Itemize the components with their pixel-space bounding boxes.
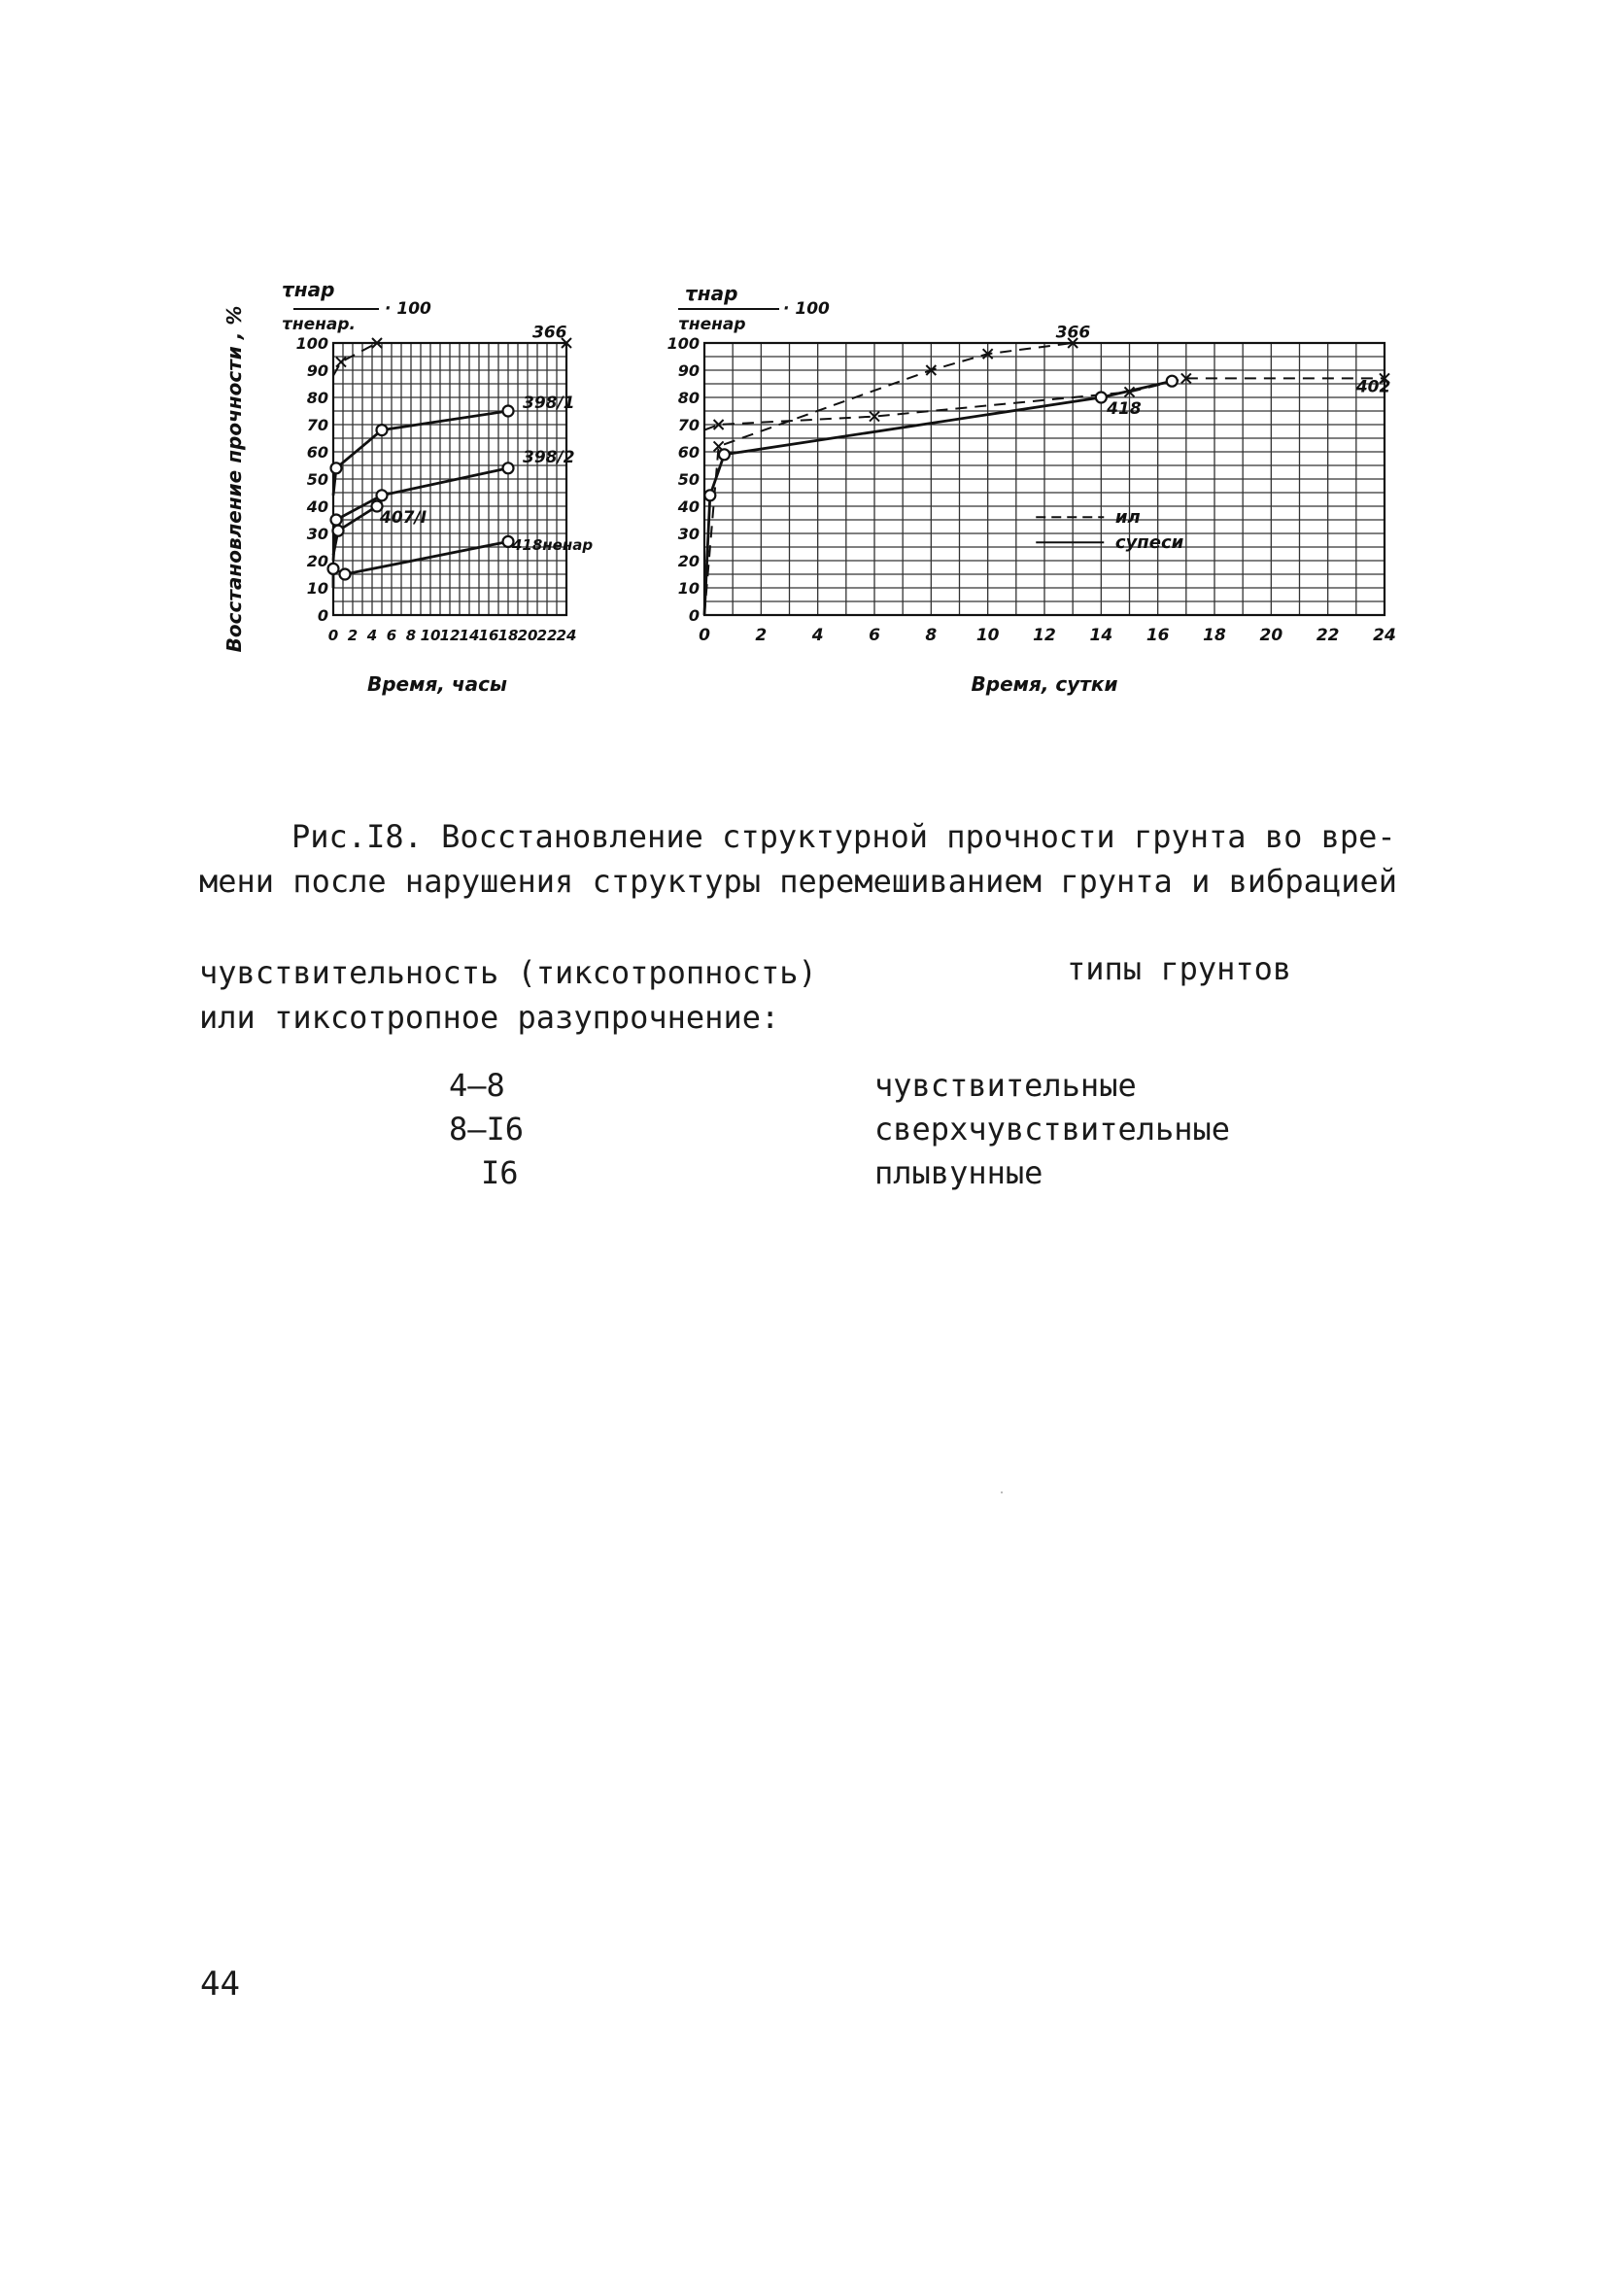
data-point bbox=[1167, 376, 1178, 387]
x-tick-label: 2 bbox=[755, 626, 768, 645]
right-chart-panel bbox=[667, 282, 1396, 696]
ratio-multiplier: · 100 bbox=[385, 299, 431, 319]
y-axis-title: Восстановление прочности , % bbox=[222, 305, 246, 653]
y-tick-label: 30 bbox=[306, 525, 328, 543]
y-tick-label: 20 bbox=[306, 552, 328, 570]
table-row-type: плывунные bbox=[874, 1154, 1043, 1191]
y-tick-label: 0 bbox=[317, 606, 328, 625]
data-point bbox=[503, 406, 514, 417]
data-point bbox=[1096, 393, 1107, 403]
ratio-multiplier: · 100 bbox=[783, 299, 830, 319]
x-tick-label: 14 bbox=[459, 627, 480, 644]
x-tick-label: 8 bbox=[925, 626, 938, 645]
x-tick-label: 22 bbox=[1316, 626, 1340, 645]
curve-label: 398/2 bbox=[523, 448, 575, 468]
curve-label: 366 bbox=[532, 323, 567, 343]
caption-line-1: Рис.I8. Восстановление структурной прочности грунта во вре- bbox=[291, 818, 1396, 855]
y-tick-label: 40 bbox=[306, 497, 328, 516]
series-line-418 bbox=[704, 381, 1172, 615]
x-tick-label: 6 bbox=[386, 627, 397, 644]
y-tick-label: 80 bbox=[306, 389, 328, 407]
ratio-numerator: τнар bbox=[685, 282, 738, 305]
y-tick-label: 50 bbox=[306, 470, 328, 489]
y-tick-label: 100 bbox=[295, 334, 328, 353]
x-tick-label: 20 bbox=[517, 627, 538, 644]
y-tick-label: 100 bbox=[667, 334, 700, 353]
curve-label: 398/1 bbox=[523, 394, 575, 414]
x-tick-label: 18 bbox=[497, 627, 519, 644]
data-point bbox=[331, 463, 342, 473]
data-point bbox=[333, 526, 344, 536]
curve-label: 407/I bbox=[380, 507, 427, 528]
y-tick-label: 60 bbox=[677, 443, 700, 462]
y-tick-label: 40 bbox=[677, 497, 700, 516]
x-tick-label: 4 bbox=[366, 627, 378, 644]
x-tick-label: 20 bbox=[1259, 626, 1283, 645]
curve-label: 366 bbox=[1055, 323, 1091, 343]
x-axis-title: Время, часы bbox=[366, 672, 508, 696]
data-point bbox=[336, 358, 346, 367]
table-row-value: 8–I6 bbox=[449, 1111, 525, 1148]
ratio-denominator: τненар bbox=[678, 315, 746, 334]
y-tick-label: 10 bbox=[677, 579, 700, 598]
x-tick-label: 8 bbox=[405, 627, 417, 644]
y-tick-label: 50 bbox=[677, 470, 700, 489]
x-tick-label: 16 bbox=[1145, 626, 1170, 645]
y-tick-label: 10 bbox=[306, 579, 328, 598]
figure-caption bbox=[199, 814, 1414, 904]
y-tick-label: 80 bbox=[677, 389, 700, 407]
data-point bbox=[377, 425, 388, 435]
y-tick-label: 70 bbox=[677, 416, 700, 434]
strength-recovery-figure bbox=[214, 267, 1419, 714]
curve-label: 418 bbox=[1107, 398, 1142, 419]
x-tick-label: 10 bbox=[420, 627, 441, 644]
y-tick-label: 30 bbox=[677, 525, 700, 543]
data-point bbox=[331, 515, 342, 526]
y-tick-label: 20 bbox=[677, 552, 700, 570]
data-point bbox=[328, 564, 339, 574]
x-tick-label: 10 bbox=[975, 626, 1000, 645]
y-tick-label: 90 bbox=[306, 361, 328, 380]
table-row-value: I6 bbox=[481, 1154, 519, 1191]
legend-label: супеси bbox=[1114, 532, 1184, 554]
y-tick-label: 60 bbox=[306, 443, 328, 462]
left-chart-panel bbox=[222, 278, 593, 696]
data-point bbox=[704, 490, 715, 500]
curve-label: 418ненар bbox=[512, 535, 594, 554]
x-tick-label: 4 bbox=[811, 626, 824, 645]
table-row-value: 4–8 bbox=[449, 1067, 505, 1104]
x-tick-label: 0 bbox=[699, 626, 710, 645]
x-tick-label: 14 bbox=[1089, 626, 1113, 645]
caption-line-2: мени после нарушения структуры перемешиванием грунта и вибрацией bbox=[199, 863, 1397, 900]
scan-speck bbox=[1001, 1491, 1003, 1493]
data-point bbox=[340, 569, 351, 580]
table-header-left-line-2: или тиксотропное разупрочнение: bbox=[199, 999, 780, 1036]
legend-label: ил bbox=[1114, 507, 1141, 529]
x-tick-label: 2 bbox=[347, 627, 359, 644]
curve-label: 402 bbox=[1355, 377, 1391, 397]
x-tick-label: 12 bbox=[1033, 626, 1056, 645]
ratio-denominator: τненар. bbox=[282, 315, 356, 334]
x-tick-label: 22 bbox=[536, 627, 558, 644]
x-tick-label: 24 bbox=[556, 627, 577, 644]
data-point bbox=[719, 449, 730, 460]
x-axis-title: Время, сутки bbox=[971, 672, 1118, 696]
y-tick-label: 70 bbox=[306, 416, 328, 434]
ratio-numerator: τнар bbox=[282, 278, 335, 301]
x-tick-label: 12 bbox=[439, 627, 461, 644]
x-tick-label: 24 bbox=[1373, 626, 1396, 645]
table-header-left bbox=[199, 950, 817, 1040]
y-tick-label: 90 bbox=[677, 361, 700, 380]
page-number: 44 bbox=[200, 1965, 240, 2004]
data-point bbox=[503, 463, 514, 473]
table-header-right: типы грунтов bbox=[1067, 950, 1292, 987]
x-tick-label: 6 bbox=[869, 626, 880, 645]
table-row-type: чувствительные bbox=[874, 1067, 1137, 1104]
table-row-type: сверхчувствительные bbox=[874, 1111, 1231, 1148]
x-tick-label: 16 bbox=[478, 627, 499, 644]
x-tick-label: 0 bbox=[327, 627, 339, 644]
table-header-left-line-1: чувствительность (тиксотропность) bbox=[199, 954, 817, 991]
data-point bbox=[377, 490, 388, 500]
y-tick-label: 0 bbox=[688, 606, 700, 625]
x-tick-label: 18 bbox=[1203, 626, 1226, 645]
